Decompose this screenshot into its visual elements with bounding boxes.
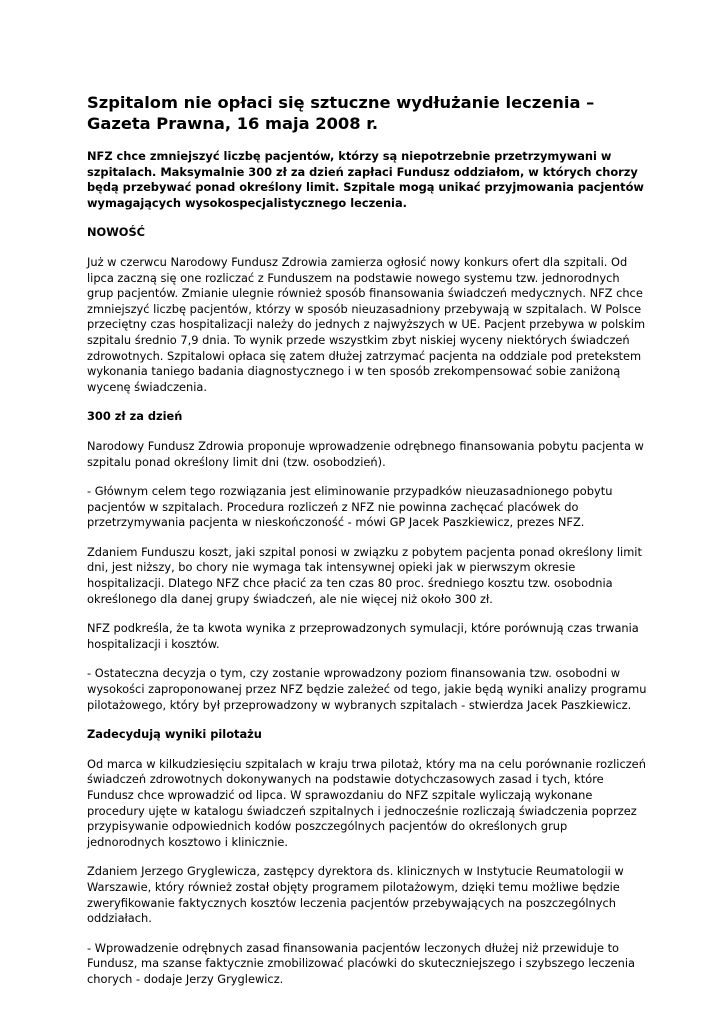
document-page xyxy=(87,92,647,1002)
paragraph: - Głównym celem tego rozwiązania jest eliminowanie przypadków nieuzasadnionego pobytu pacjentów w szpitalach. Procedura rozliczeń z NFZ nie powinna zachęcać placówek do przetrzymywania pacjenta w nieskończoność - mówi GP Jacek Paszkiewicz, prezes NFZ. xyxy=(87,484,613,530)
paragraph: - Ostateczna decyzja o tym, czy zostanie wprowadzony poziom finansowania tzw. osobodni w wysokości zaproponowanej przez NFZ będzie zależeć od tego, jakie będą wyniki analizy programu pilotażowego, który był przeprowadzony w wybranych szpitalach - stwierdza Jacek Paszkiewicz. xyxy=(87,666,647,712)
section-heading-pilotaz: Zadecydują wyniki pilotażu xyxy=(87,727,262,742)
section-heading-nowosc: NOWOŚĆ xyxy=(87,225,146,240)
paragraph: Zdaniem Jerzego Gryglewicza, zastępcy dyrektora ds. klinicznych w Instytucie Reumatologii w Warszawie, który również został objęty programem pilotażowym, dzięki temu możliwe będzie zweryfikowanie faktycznych kosztów leczenia pacjentów przebywających na poszczególnych oddziałach. xyxy=(87,864,624,926)
paragraph: Narodowy Fundusz Zdrowia proponuje wprowadzenie odrębnego finansowania pobytu pacjenta w szpitalu ponad określony limit dni (tzw. osobodzień). xyxy=(87,438,644,469)
document-title: Szpitalom nie opłaci się sztuczne wydłużanie leczenia – Gazeta Prawna, 16 maja 2008 r. xyxy=(87,93,595,133)
lead-paragraph: NFZ chce zmniejszyć liczbę pacjentów, którzy są niepotrzebnie przetrzymywani w szpitalach. Maksymalnie 300 zł za dzień zapłaci Fundusz oddziałom, w których chorzy będą przebywać ponad określony limit. Szpitale mogą unikać przyjmowania pacjentów wymagających wysokospecjalistycznego leczenia. xyxy=(87,149,644,210)
paragraph: Już w czerwcu Narodowy Fundusz Zdrowia zamierza ogłosić nowy konkurs ofert dla szpitali. Od lipca zaczną się one rozliczać z Funduszem na podstawie nowego systemu tzw. jednorodnych grup pacjentów. Zmianie ulegnie również sposób finansowania świadczeń medycznych. NFZ chce zmniejszyć liczbę pacjentów, którzy w sposób nieuzasadniony przebywają w szpitalach. W Polsce przeciętny czas hospitalizacji należy do jednych z najwyższych w UE. Pacjent przebywa w polskim szpitalu średnio 7,9 dnia. To wynik przede wszystkim zbyt niskiej wyceny niektórych świadczeń zdrowotnych. Szpitalowi opłaca się zatem dłużej zatrzymać pacjenta na oddziale pod pretekstem wykonania taniego badania diagnostycznego i w ten sposób zrekompensować sobie zaniżoną wycenę świadczenia. xyxy=(87,254,646,394)
paragraph: Od marca w kilkudziesięciu szpitalach w kraju trwa pilotaż, który ma na celu porównanie rozliczeń świadczeń zdrowotnych dokonywanych na podstawie dotychczasowych zasad i tych, które Fundusz chce wprowadzić od lipca. W sprawozdaniu do NFZ szpitale wyliczają wykonane procedury ujęte w katalogu świadczeń szpitalnych i jednocześnie rozliczają świadczenia poprzez przypisywanie odpowiednich kodów poszczególnych pacjentów do określonych grup jednorodnych kosztowo i klinicznie. xyxy=(87,756,646,849)
paragraph: Zdaniem Funduszu koszt, jaki szpital ponosi w związku z pobytem pacjenta ponad określony limit dni, jest niższy, bo chory nie wymaga tak intensywnej opieki jak w pierwszym okresie hospitalizacji. Dlatego NFZ chce płacić za ten czas 80 proc. średniego kosztu tzw. osobodnia określonego dla danej grupy świadczeń, ale nie więcej niż około 300 zł. xyxy=(87,544,642,606)
paragraph: - Wprowadzenie odrębnych zasad finansowania pacjentów leczonych dłużej niż przewiduje to Fundusz, ma szanse faktycznie zmobilizować placówki do skuteczniejszego i szybszego leczenia chorych - dodaje Jerzy Gryglewicz. xyxy=(87,940,636,986)
paragraph: NFZ podkreśla, że ta kwota wynika z przeprowadzonych symulacji, które porównują czas trwania hospitalizacji i kosztów. xyxy=(87,621,639,651)
section-heading-300-zl: 300 zł za dzień xyxy=(87,409,183,424)
